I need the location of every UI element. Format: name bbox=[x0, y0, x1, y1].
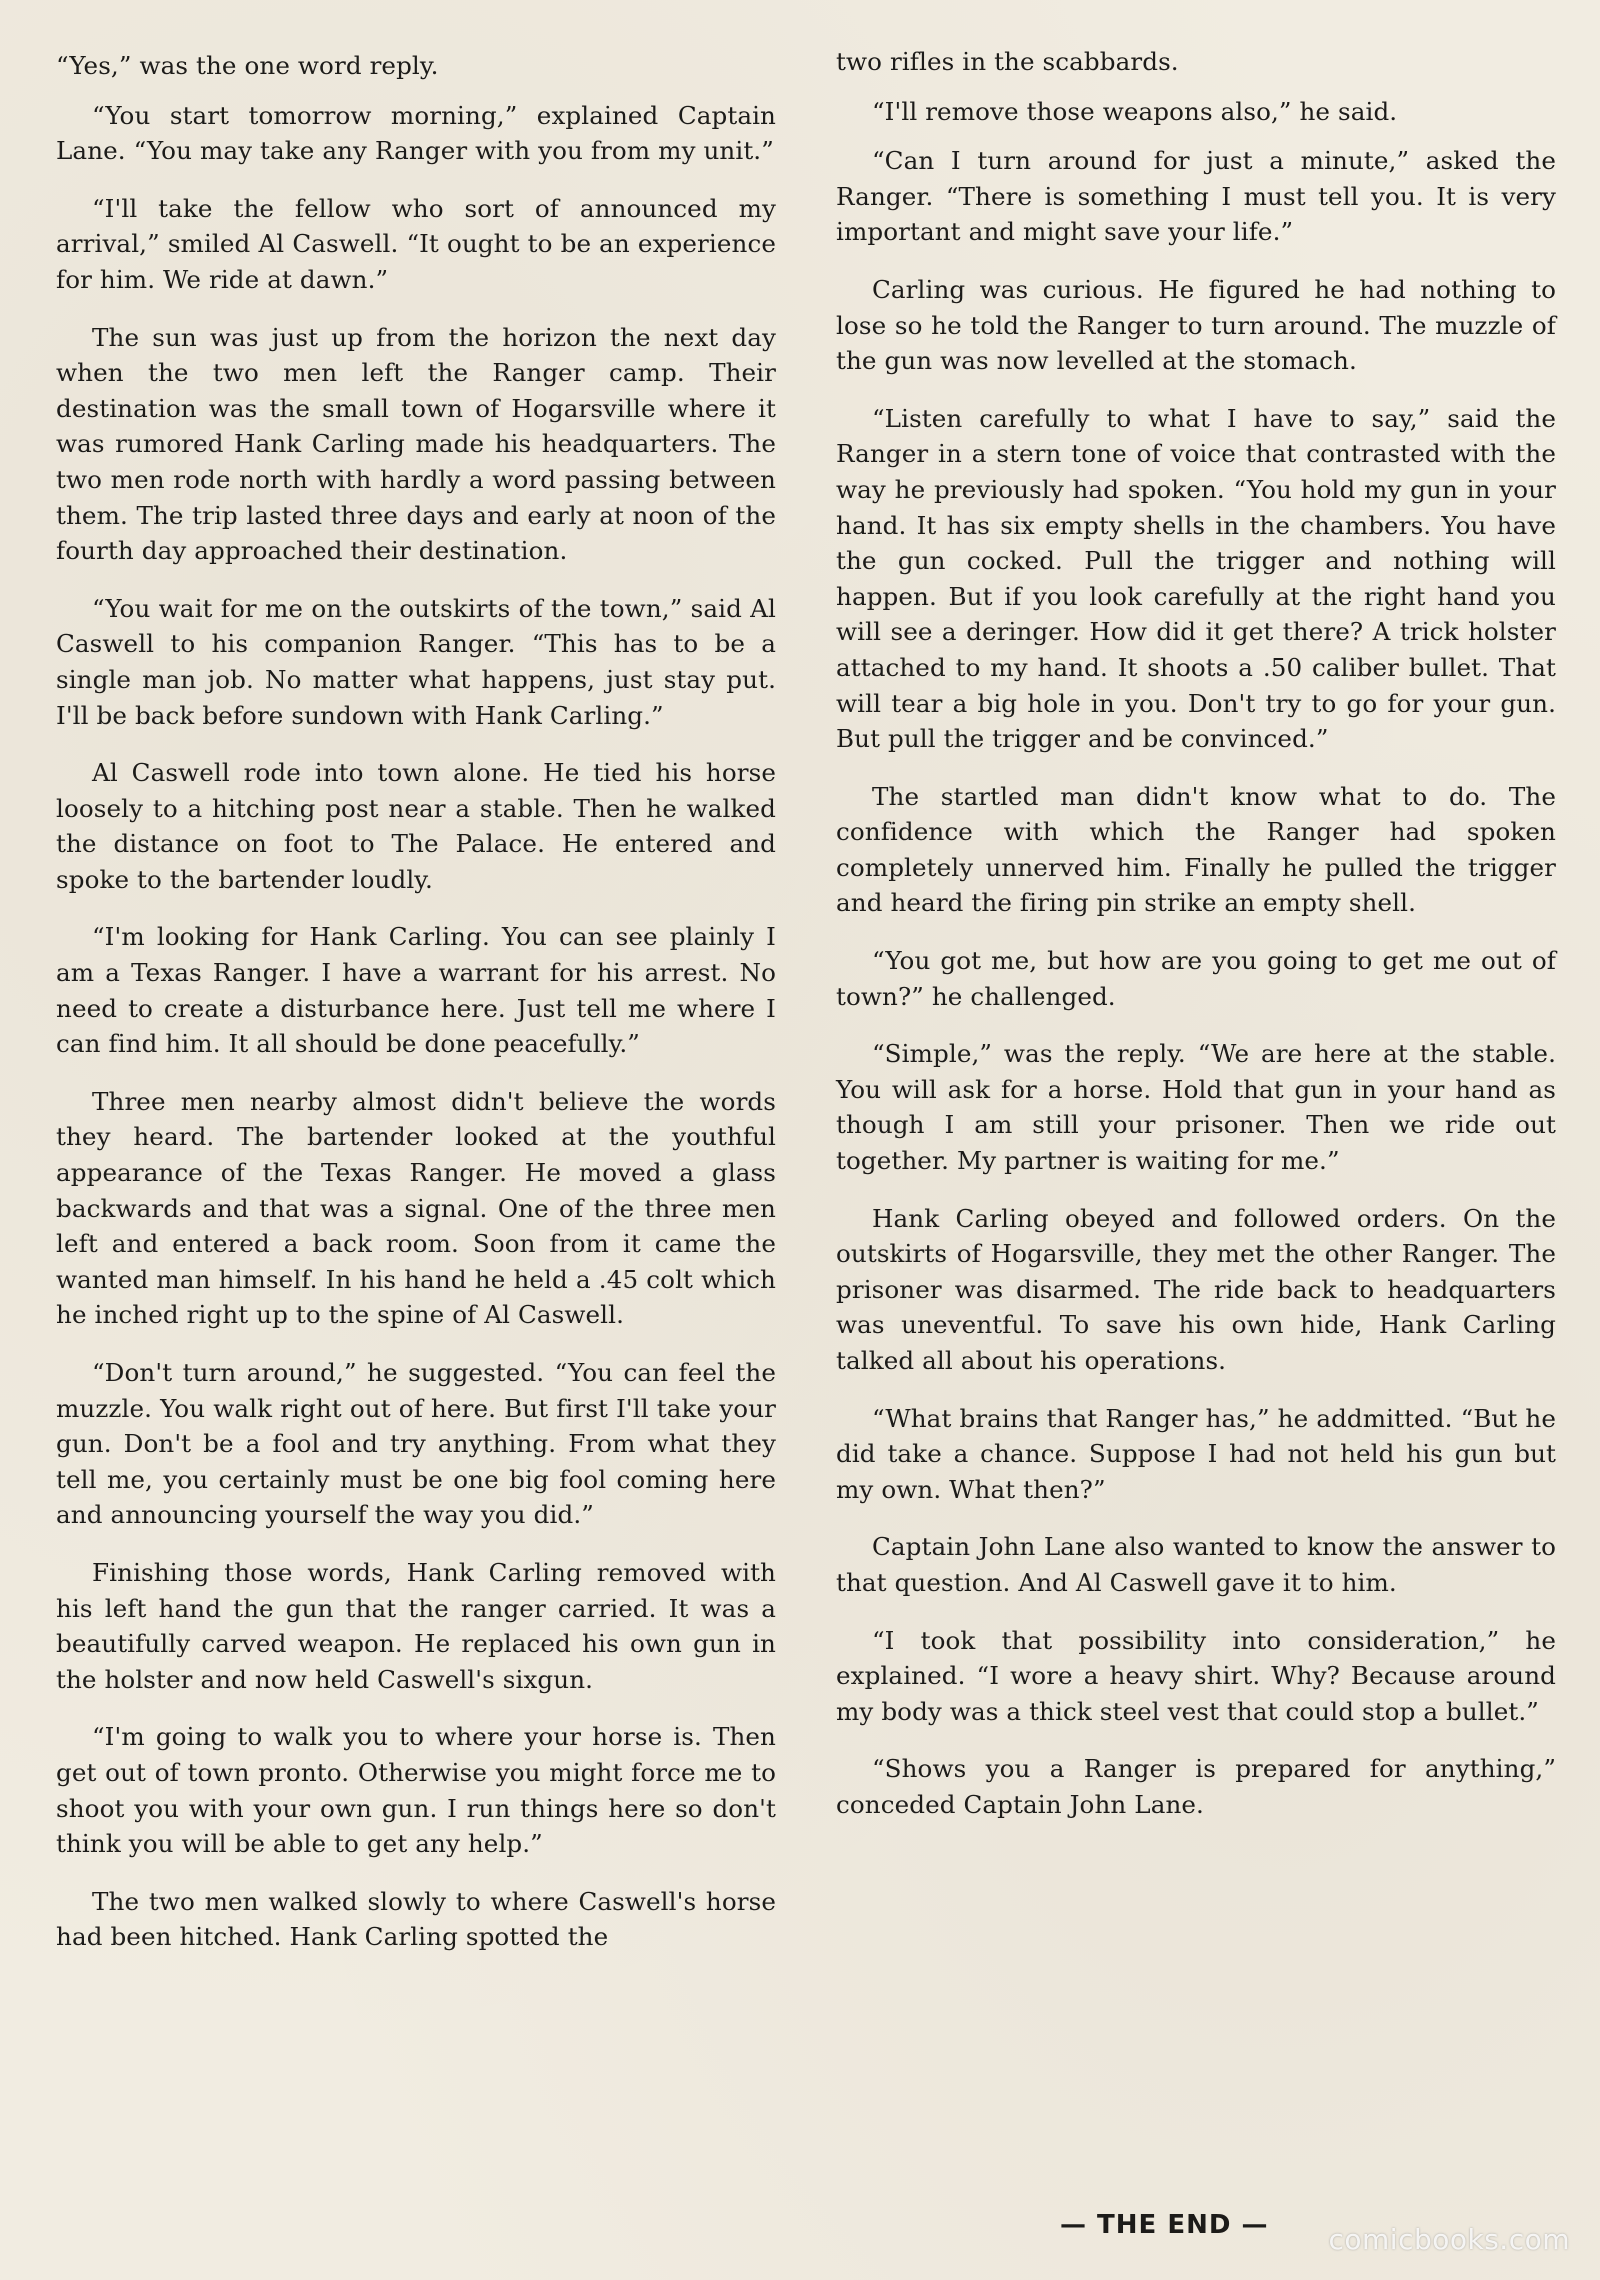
paragraph: “I'll remove those weapons also,” he said. bbox=[872, 96, 1398, 126]
paragraph: “Simple,” was the reply. “We are here at the stable. You will ask for a horse. Hold that gun in your hand as though I am still your prisoner. Then we ride out together. My partner is waiting for me.” bbox=[836, 1039, 1556, 1176]
paragraph: The startled man didn't know what to do. The confidence with which the Ranger had spoken completely unnerved him. Finally he pulled the trigger and heard the firing pin strike an empty shell. bbox=[836, 781, 1556, 918]
paragraph: “I'm looking for Hank Carling. You can see plainly I am a Texas Ranger. I have a warrant for his arrest. No need to create a disturbance here. Just tell me where I can find him. It all should be done peacefully.” bbox=[56, 922, 776, 1059]
paragraph: two rifles in the scabbards. bbox=[836, 47, 1179, 76]
paragraph: “Don't turn around,” he suggested. “You can feel the muzzle. You walk right out of here. But first I'll take your gun. Don't be a fool and try anything. From what they tell me, you certainly must be one big fool coming here and announcing yourself the way you did.” bbox=[56, 1358, 776, 1530]
left-column bbox=[56, 48, 776, 1977]
paragraph: Finishing those words, Hank Carling removed with his left hand the gun that the ranger carried. It was a beautifully carved weapon. He replaced his own gun in the holster and now held Caswell's sixgun. bbox=[56, 1557, 776, 1694]
paragraph: “You got me, but how are you going to get me out of town?” he challenged. bbox=[836, 946, 1556, 1011]
paragraph: “Yes,” was the one word reply. bbox=[56, 51, 439, 80]
paragraph: Hank Carling obeyed and followed orders. On the outskirts of Hogarsville, they met the other Ranger. The prisoner was disarmed. The ride back to headquarters was uneventful. To save his own hide, Hank Carling talked all about his operations. bbox=[836, 1203, 1556, 1375]
paragraph: “You start tomorrow morning,” explained Captain Lane. “You may take any Ranger with you from my unit.” bbox=[56, 100, 776, 166]
watermark: comicbooks.com bbox=[1328, 2223, 1570, 2256]
paragraph: Captain John Lane also wanted to know the answer to that question. And Al Caswell gave it to him. bbox=[836, 1532, 1556, 1597]
the-end-mark: — THE END — bbox=[1060, 2210, 1269, 2240]
paragraph: “I'll take the fellow who sort of announced my arrival,” smiled Al Caswell. “It ought to be an experience for him. We ride at dawn.” bbox=[56, 193, 776, 294]
paragraph: Al Caswell rode into town alone. He tied his horse loosely to a hitching post near a stable. Then he walked the distance on foot to The Palace. He entered and spoke to the bartender loudly. bbox=[56, 758, 776, 894]
paragraph: The two men walked slowly to where Caswell's horse had been hitched. Hank Carling spotted the bbox=[56, 1886, 776, 1952]
paragraph: The sun was just up from the horizon the next day when the two men left the Ranger camp. Their destination was the small town of Hogarsville where it was rumored Hank Carling made his headquarters. The two men rode north with hardly a word passing between them. The trip lasted three days and early at noon of the fourth day approached their destination. bbox=[56, 322, 776, 566]
paragraph: “Listen carefully to what I have to say,” said the Ranger in a stern tone of voice that contrasted with the way he previously had spoken. “You hold my gun in your hand. It has six empty shells in the chambers. You have the gun cocked. Pull the trigger and nothing will happen. But if you look carefully at the right hand you will see a deringer. How did it get there? A trick holster attached to my hand. It shoots a .50 caliber bullet. That will tear a big hole in you. Don't try to go for your gun. But pull the trigger and be convinced.” bbox=[836, 403, 1556, 754]
paragraph: “You wait for me on the outskirts of the town,” said Al Caswell to his companion Ranger. “This has to be a single man job. No matter what happens, just stay put. I'll be back before sundown with Hank Carling.” bbox=[56, 593, 776, 730]
paragraph: “Shows you a Ranger is prepared for anything,” conceded Captain John Lane. bbox=[836, 1754, 1556, 1819]
paragraph: “Can I turn around for just a minute,” asked the Ranger. “There is something I must tell you. It is very important and might save your life.” bbox=[836, 146, 1556, 247]
right-column bbox=[836, 44, 1556, 1845]
paragraph: Three men nearby almost didn't believe the words they heard. The bartender looked at the youthful appearance of the Texas Ranger. He moved a glass backwards and that was a signal. One of the three men left and entered a back room. Soon from it came the wanted man himself. In his hand he held a .45 colt which he inched right up to the spine of Al Caswell. bbox=[56, 1086, 776, 1330]
paragraph: Carling was curious. He figured he had nothing to lose so he told the Ranger to turn around. The muzzle of the gun was now levelled at the stomach. bbox=[836, 274, 1556, 376]
paragraph: “I'm going to walk you to where your horse is. Then get out of town pronto. Otherwise you might force me to shoot you with your own gun. I run things here so don't think you will be able to get any help.” bbox=[56, 1722, 776, 1859]
paragraph: “What brains that Ranger has,” he addmitted. “But he did take a chance. Suppose I had not held his gun but my own. What then?” bbox=[836, 1403, 1556, 1504]
paragraph: “I took that possibility into consideration,” he explained. “I wore a heavy shirt. Why? Because around my body was a thick steel vest that could stop a bullet.” bbox=[836, 1625, 1556, 1726]
